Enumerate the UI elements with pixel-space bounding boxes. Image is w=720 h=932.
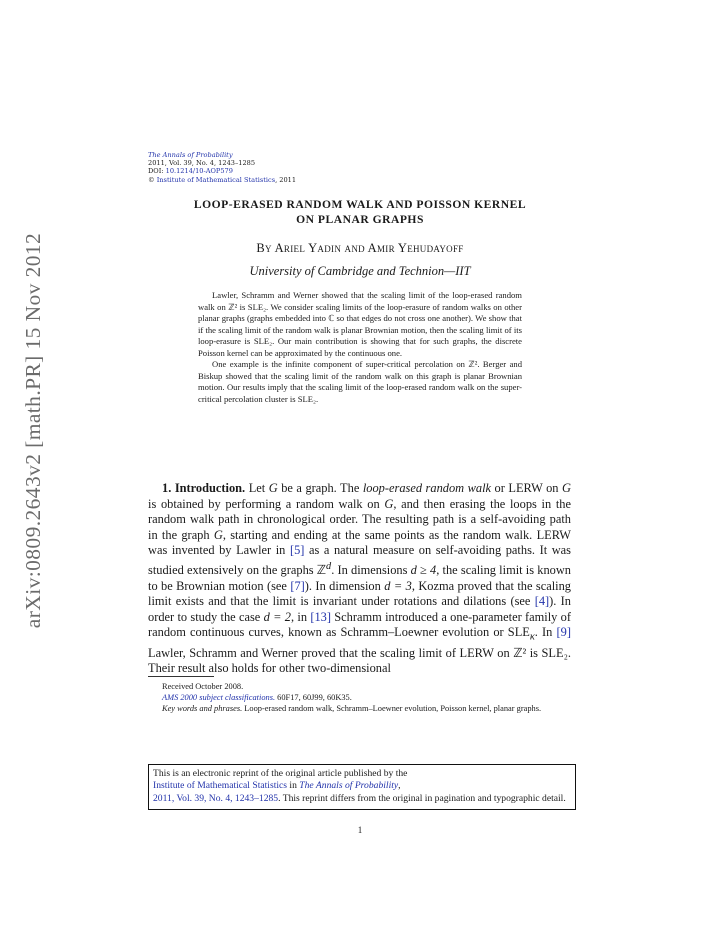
- page-number: 1: [357, 825, 363, 835]
- reprint-text: in: [287, 780, 300, 792]
- intro-text: be a graph. The: [277, 481, 363, 495]
- title-line-1: LOOP-ERASED RANDOM WALK AND POISSON KERNEL: [193, 198, 527, 211]
- reprint-text: This is an electronic reprint of the original article published by the: [153, 768, 408, 779]
- author-names: Ariel Yadin and Amir Yehudayoff: [274, 241, 464, 255]
- msc-classification: [148, 692, 571, 703]
- abstract: [198, 290, 522, 405]
- intro-text: , Kozma proved that the scaling limit exists and that the limit is invariant under rotations and dilations (see: [148, 578, 571, 609]
- copyright-icon: ©: [148, 175, 155, 184]
- intro-text: Let: [245, 481, 269, 495]
- math-G: G: [268, 481, 278, 495]
- reprint-text: ,: [398, 780, 401, 792]
- keywords: [148, 703, 571, 714]
- math-G: G: [562, 481, 571, 495]
- citation-link[interactable]: [4]: [534, 594, 550, 609]
- math-inline: d ≥ 4: [410, 563, 437, 578]
- citation-link[interactable]: [9]: [556, 625, 571, 640]
- reprint-notice-box: [148, 764, 576, 810]
- intro-text: or LERW on: [491, 481, 563, 495]
- math-d: d: [326, 560, 332, 572]
- intro-text: , in: [290, 609, 311, 624]
- journal-header: [148, 151, 296, 184]
- keywords-text: Loop-erased random walk, Schramm–Loewner evolution, Poisson kernel, planar graphs.: [242, 704, 542, 713]
- math-inline: d = 2: [263, 609, 291, 624]
- citation-link[interactable]: [5]: [289, 543, 305, 558]
- intro-text: , and then erasing the loops in the random walk path in chronological order. The resulting path is a self-avoiding path in the graph: [148, 496, 571, 542]
- arxiv-sidebar: [14, 215, 54, 645]
- msc-codes: 60F17, 60J99, 60K35.: [275, 693, 352, 702]
- math-G: G: [384, 496, 394, 511]
- intro-text: . In: [534, 625, 557, 640]
- intro-text: ). In dimension: [304, 578, 385, 593]
- citation-link[interactable]: [13]: [310, 609, 331, 624]
- received-date: Received October 2008.: [162, 682, 244, 691]
- abstract-paragraph-2: One example is the infinite component of super-critical percolation on ℤ². Berger and Biskup showed that the scaling limit of the random walk on this graph is planar Brownian motion. Our results imply that the scaling limit of the loop-erased random walk on the super-critical percolation cluster is SLE₂.: [198, 359, 522, 404]
- intro-text: as a natural measure on self-avoiding paths. It was studied extensively on the graphs ℤ: [148, 543, 571, 578]
- doi-link[interactable]: 10.1214/10-AOP579: [165, 167, 233, 176]
- publisher-link[interactable]: Institute of Mathematical Statistics: [156, 175, 276, 184]
- intro-text: is obtained by performing a random walk on: [148, 496, 385, 511]
- reprint-journal-link[interactable]: The Annals of Probability: [299, 780, 399, 792]
- intro-text: , starting and ending at the same points as the random walk. LERW was invented by Lawler in: [148, 527, 571, 558]
- math-kappa: κ: [529, 631, 535, 643]
- math-G: G: [213, 527, 223, 542]
- citation-link[interactable]: [7]: [290, 578, 305, 593]
- affiliation: University of Cambridge and Technion—IIT: [249, 264, 471, 278]
- paper-title: [150, 197, 570, 227]
- abstract-paragraph-1: Lawler, Schramm and Werner showed that the scaling limit of the loop-erased random walk on ℤ² is SLE₂. We consider scaling limits of the loop-erasure of random walks on other planar graphs (graphs embedded into ℂ so that edges do not cross one another). We show that if the scaling limit of the random walk is planar Brownian motion, then the scaling limit of its loop-erasure is SLE₂. Our main contribution is showing that for such graphs, the discrete Poisson kernel can be approximated by the continuous one.: [198, 290, 522, 358]
- copyright-year: , 2011: [275, 175, 297, 184]
- intro-text: ). In order to study the case: [148, 594, 571, 624]
- title-line-2: ON PLANAR GRAPHS: [296, 213, 424, 226]
- intro-text: , the scaling limit is known to be Brownian motion (see: [148, 563, 571, 593]
- reprint-publisher-link[interactable]: Institute of Mathematical Statistics: [153, 780, 288, 792]
- msc-link[interactable]: AMS 2000 subject classifications.: [162, 693, 276, 702]
- reprint-text: . This reprint differs from the original in pagination and typographic detail.: [278, 792, 566, 804]
- introduction-section: [148, 481, 571, 677]
- term-lerw: loop-erased random walk: [362, 481, 492, 495]
- arxiv-identifier: arXiv:0809.2643v2 [math.PR] 15 Nov 2012: [21, 232, 46, 628]
- journal-volume: 2011, Vol. 39, No. 4, 1243–1285: [148, 159, 256, 168]
- footnotes: [148, 681, 571, 714]
- intro-text: Lawler, Schramm and Werner proved that the scaling limit of LERW on ℤ² is SLE₂. Their result also holds for other two-dimensional: [148, 645, 571, 676]
- math-inline: d = 3: [384, 578, 412, 593]
- footnote-rule: [148, 676, 214, 677]
- authors-by: By: [256, 241, 272, 255]
- reprint-volume-link[interactable]: 2011, Vol. 39, No. 4, 1243–1285: [153, 792, 279, 804]
- doi-label: DOI:: [148, 167, 166, 176]
- journal-name[interactable]: The Annals of Probability: [148, 151, 233, 159]
- section-heading: 1. Introduction.: [162, 481, 246, 495]
- intro-text: Schramm introduced a one-parameter family of random continuous curves, known as Schramm–Loewner evolution or SLE: [148, 609, 571, 640]
- authors-line: [150, 241, 570, 256]
- introduction-paragraph: [148, 481, 571, 677]
- intro-text: . In dimensions: [331, 563, 411, 578]
- keywords-label: Key words and phrases.: [162, 704, 243, 713]
